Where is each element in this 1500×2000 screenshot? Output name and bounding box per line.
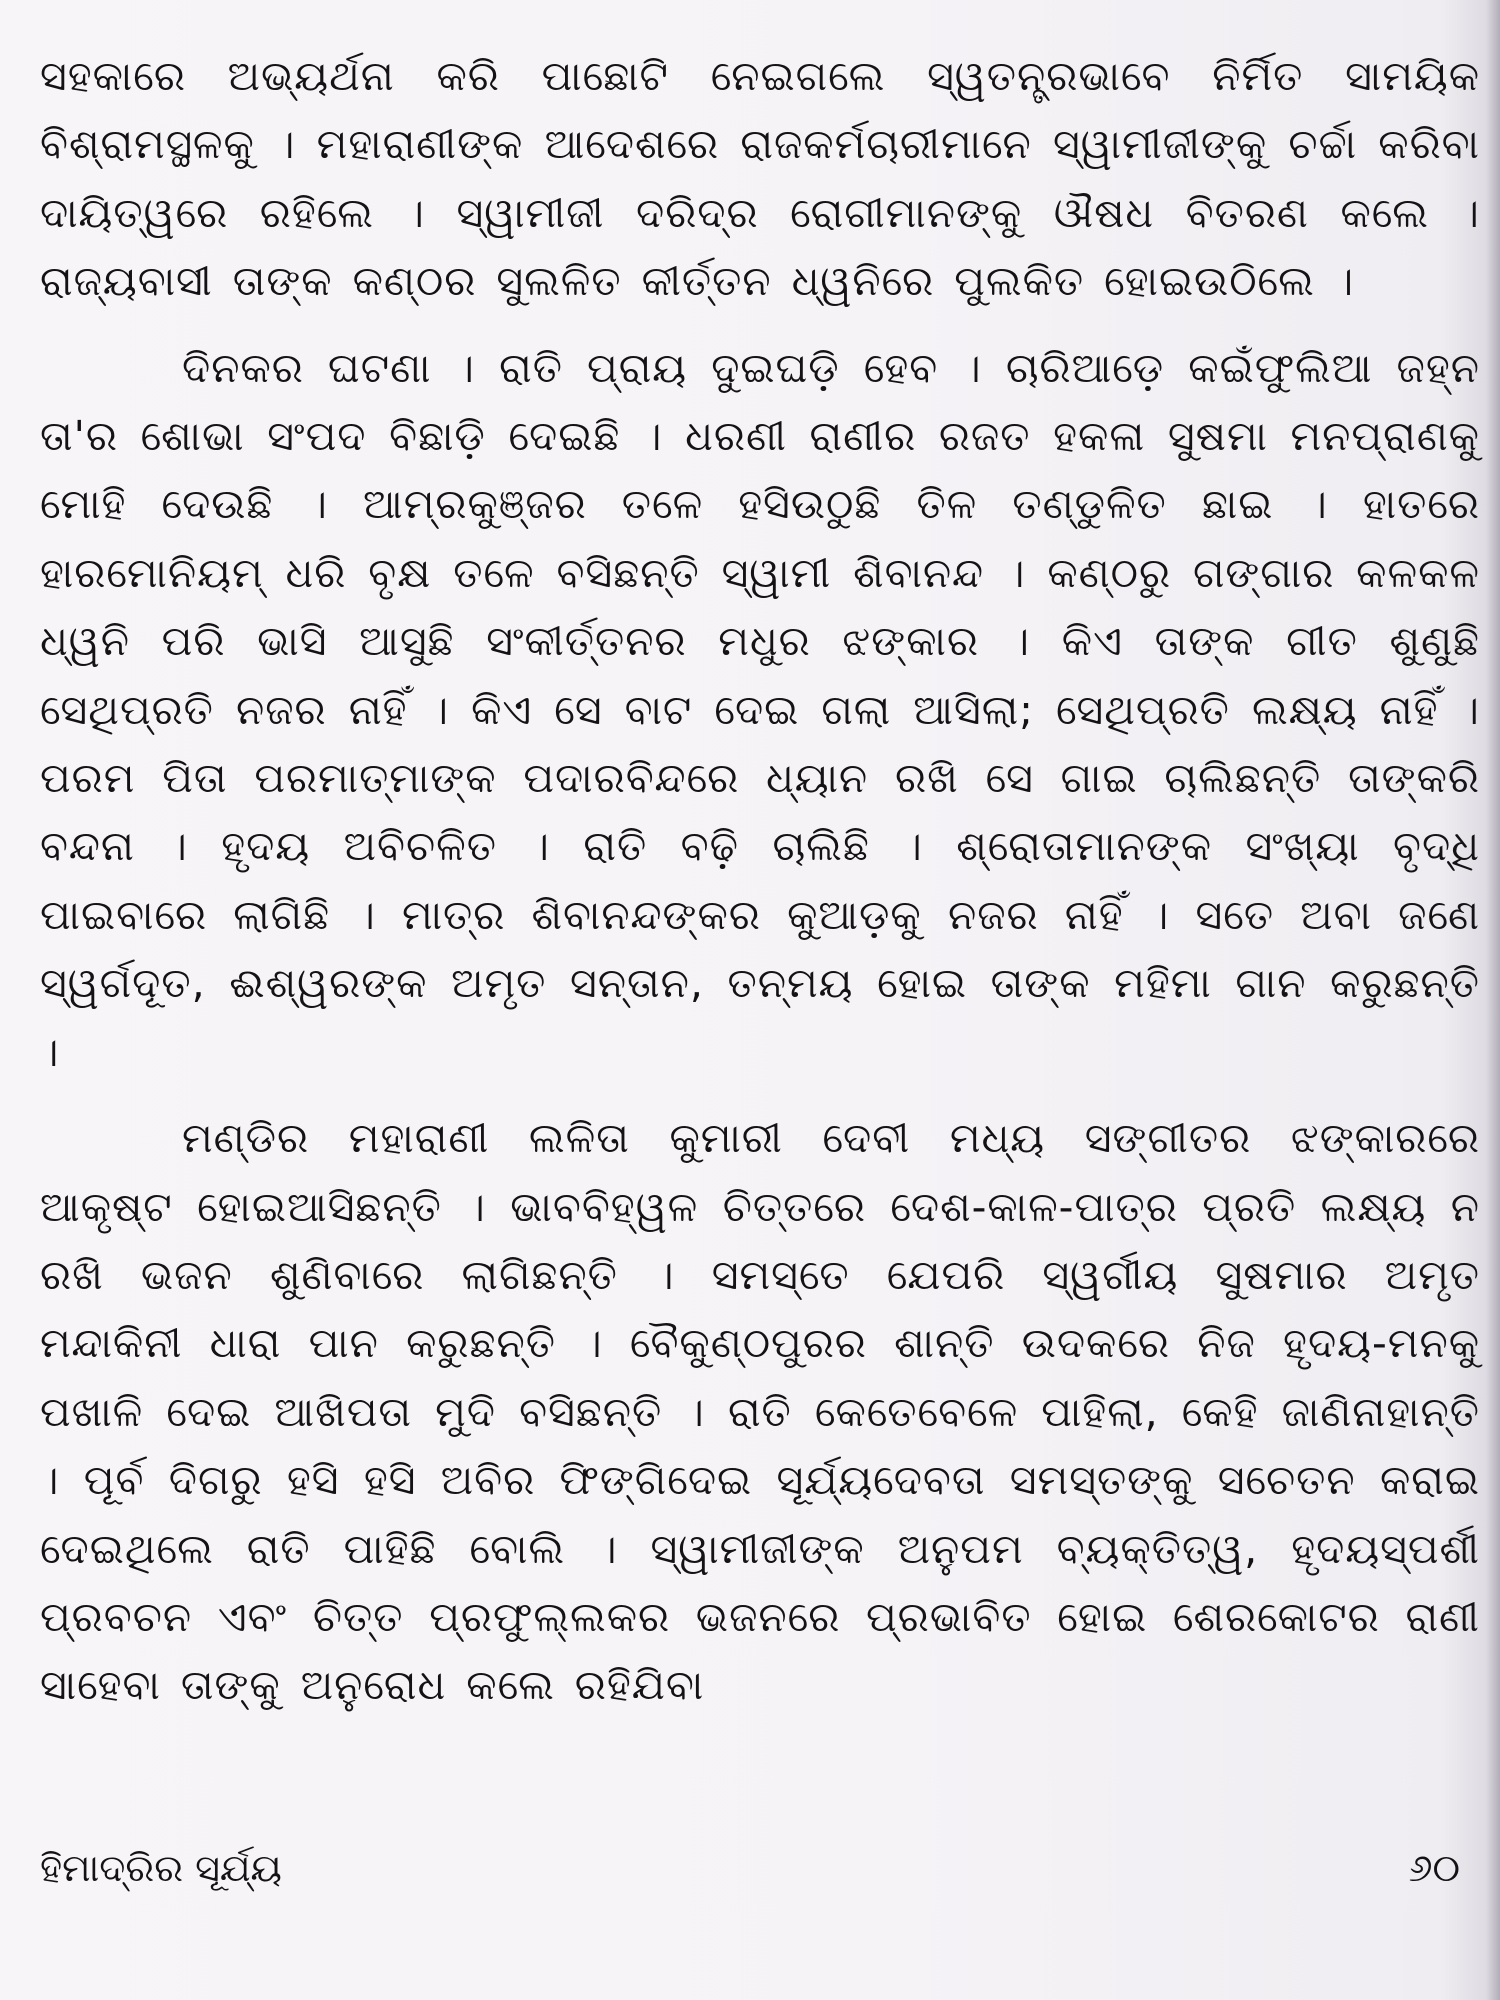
page-footer	[40, 1838, 1460, 1898]
running-footer-title: ହିମାଦ୍ରିର ସୂର୍ଯ୍ୟ	[40, 1846, 282, 1890]
page-edge-shadow	[1486, 0, 1500, 2000]
paragraph-1: ସହକାରେ ଅଭ୍ୟର୍ଥନା କରି ପାଛୋଟି ନେଇଗଲେ ସ୍ୱତନ୍ତ୍ରଭାବେ ନିର୍ମିତ ସାମୟିକ ବିଶ୍ରାମସ୍ଥଳକୁ । ମହାରାଣୀଙ୍କ ଆଦେଶରେ ରାଜକର୍ମଚାରୀମାନେ ସ୍ୱାମୀଜୀଙ୍କୁ ଚର୍ଚ୍ଚା କରିବା ଦାୟିତ୍ୱରେ ରହିଲେ । ସ୍ୱାମୀଜୀ ଦରିଦ୍ର ରୋଗୀମାନଙ୍କୁ ଔଷଧ ବିତରଣ କଲେ । ରାଜ୍ୟବାସୀ ତାଙ୍କ କଣ୍ଠର ସୁଲଳିତ କୀର୍ତ୍ତନ ଧ୍ୱନିରେ ପୁଲକିତ ହୋଇଉଠିଲେ ।	[40, 52, 1480, 306]
paragraph-3: ମଣ୍ଡିର ମହାରାଣୀ ଲଳିତା କୁମାରୀ ଦେବୀ ମଧ୍ୟ ସଙ୍ଗୀତର ଝଙ୍କାରରେ ଆକୃଷ୍ଟ ହୋଇଆସିଛନ୍ତି । ଭାବବିହ୍ୱଳ ଚିତ୍ତରେ ଦେଶ-କାଳ-ପାତ୍ର ପ୍ରତି ଲକ୍ଷ୍ୟ ନ ରଖି ଭଜନ ଶୁଣିବାରେ ଲାଗିଛନ୍ତି । ସମସ୍ତେ ଯେପରି ସ୍ୱର୍ଗୀୟ ସୁଷମାର ଅମୃତ ମନ୍ଦାକିନୀ ଧାରା ପାନ କରୁଛନ୍ତି । ବୈକୁଣ୍ଠପୁରର ଶାନ୍ତି ଉଦକରେ ନିଜ ହୃଦୟ-ମନକୁ ପଖାଳି ଦେଇ ଆଖିପତା ମୁଦି ବସିଛନ୍ତି । ରାତି କେତେବେଳେ ପାହିଲା, କେହି ଜାଣିନାହାନ୍ତି । ପୂର୍ବ ଦିଗରୁ ହସି ହସି ଅବିର ଫିଙ୍ଗିଦେଇ ସୂର୍ଯ୍ୟଦେବତା ସମସ୍ତଙ୍କୁ ସଚେତନ କରାଇ ଦେଇଥିଲେ ରାତି ପାହିଛି ବୋଲି । ସ୍ୱାମୀଜୀଙ୍କ ଅନୁପମ ବ୍ୟକ୍ତିତ୍ୱ, ହୃଦୟସ୍ପର୍ଶୀ ପ୍ରବଚନ ଏବଂ ଚିତ୍ତ ପ୍ରଫୁଲ୍ଲକର ଭଜନରେ ପ୍ରଭାବିତ ହୋଇ ଶେରକୋଟର ରାଣୀ ସାହେବା ତାଙ୍କୁ ଅନୁରୋଧ କଲେ ରହିଯିବା	[40, 1114, 1480, 1710]
paragraph-2: ଦିନକର ଘଟଣା । ରାତି ପ୍ରାୟ ଦୁଇଘଡ଼ି ହେବ । ଚାରିଆଡ଼େ କଇଁଫୁଲିଆ ଜହ୍ନ ତା'ର ଶୋଭା ସଂପଦ ବିଛାଡ଼ି ଦେଇଛି । ଧରଣୀ ରାଣୀର ରଜତ ହକଳା ସୁଷମା ମନପ୍ରାଣକୁ ମୋହି ଦେଉଛି । ଆମ୍ରକୁଞ୍ଜର ତଳେ ହସିଉଠୁଛି ତିଳ ତଣ୍ଡୁଳିତ ଛାଇ । ହାତରେ ହାରମୋନିୟମ୍ ଧରି ବୃକ୍ଷ ତଳେ ବସିଛନ୍ତି ସ୍ୱାମୀ ଶିବାନନ୍ଦ । କଣ୍ଠରୁ ଗଙ୍ଗାର କଳକଳ ଧ୍ୱନି ପରି ଭାସି ଆସୁଛି ସଂକୀର୍ତ୍ତନର ମଧୁର ଝଙ୍କାର । କିଏ ତାଙ୍କ ଗୀତ ଶୁଣୁଛି ସେଥିପ୍ରତି ନଜର ନାହିଁ । କିଏ ସେ ବାଟ ଦେଇ ଗଲା ଆସିଲା; ସେଥିପ୍ରତି ଲକ୍ଷ୍ୟ ନାହିଁ । ପରମ ପିତା ପରମାତ୍ମାଙ୍କ ପଦାରବିନ୍ଦରେ ଧ୍ୟାନ ରଖି ସେ ଗାଇ ଚାଲିଛନ୍ତି ତାଙ୍କରି ବନ୍ଦନା । ହୃଦୟ ଅବିଚଳିତ । ରାତି ବଢ଼ି ଚାଲିଛି । ଶ୍ରୋତାମାନଙ୍କ ସଂଖ୍ୟା ବୃଦ୍ଧି ପାଇବାରେ ଲାଗିଛି । ମାତ୍ର ଶିବାନନ୍ଦଙ୍କର କୁଆଡ଼କୁ ନଜର ନାହିଁ । ସତେ ଅବା ଜଣେ ସ୍ୱର୍ଗଦୂତ, ଈଶ୍ୱରଙ୍କ ଅମୃତ ସନ୍ତାନ, ତନ୍ମୟ ହୋଇ ତାଙ୍କ ମହିମା ଗାନ କରୁଛନ୍ତି ।	[40, 343, 1480, 1076]
body-text	[40, 42, 1480, 1720]
page-number: ୬୦	[1408, 1846, 1460, 1890]
